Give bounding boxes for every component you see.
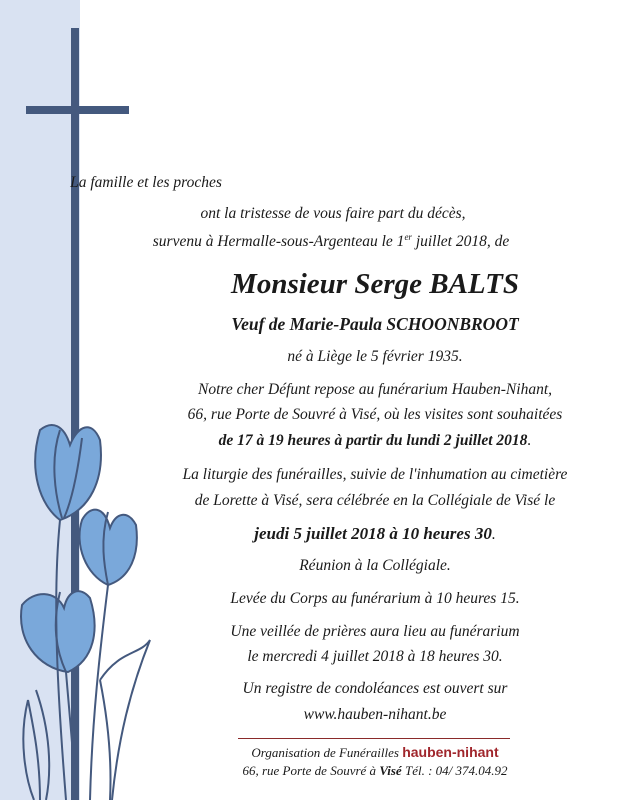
- register-line: Un registre de condoléances est ouvert sur: [242, 680, 508, 697]
- footer-divider: [238, 738, 510, 739]
- visits-line-1: Notre cher Défunt repose au funérarium Hauben-Nihant,: [197, 381, 553, 398]
- footer-organisation: Organisation de Funérailles hauben-nihant: [251, 744, 499, 760]
- intro-death-line: survenu à Hermalle-sous-Argenteau le 1er juillet 2018, de: [152, 232, 510, 251]
- liturgy-line-1: La liturgie des funérailles, suivie de l'inhumation au cimetière: [182, 466, 568, 483]
- vigil-line-1: Une veillée de prières aura lieu au funérarium: [230, 623, 520, 640]
- deceased-name: Monsieur Serge BALTS: [231, 268, 519, 300]
- footer-address: 66, rue Porte de Souvré à Visé Tél. : 04/ 374.04.92: [242, 763, 508, 778]
- intro-announce: ont la tristesse de vous faire part du décès,: [200, 205, 466, 222]
- visits-hours: de 17 à 19 heures à partir du lundi 2 juillet 2018.: [218, 432, 532, 449]
- intro-family: La famille et les proches: [70, 174, 222, 191]
- birth-info: né à Liège le 5 février 1935.: [287, 348, 463, 365]
- brand-logo-text: hauben-nihant: [402, 744, 499, 760]
- levee-info: Levée du Corps au funérarium à 10 heures 15.: [230, 590, 520, 607]
- liturgy-line-2: de Lorette à Visé, sera célébrée en la Collégiale de Visé le: [194, 492, 556, 509]
- vigil-line-2: le mercredi 4 juillet 2018 à 18 heures 30.: [247, 648, 503, 665]
- register-website: www.hauben-nihant.be: [303, 706, 447, 723]
- liturgy-date: jeudi 5 juillet 2018 à 10 heures 30.: [254, 524, 496, 543]
- widow-of: Veuf de Marie-Paula SCHOONBROOT: [231, 314, 519, 334]
- meeting-info: Réunion à la Collégiale.: [299, 557, 451, 574]
- visits-line-2: 66, rue Porte de Souvré à Visé, où les visites sont souhaitées: [187, 406, 563, 423]
